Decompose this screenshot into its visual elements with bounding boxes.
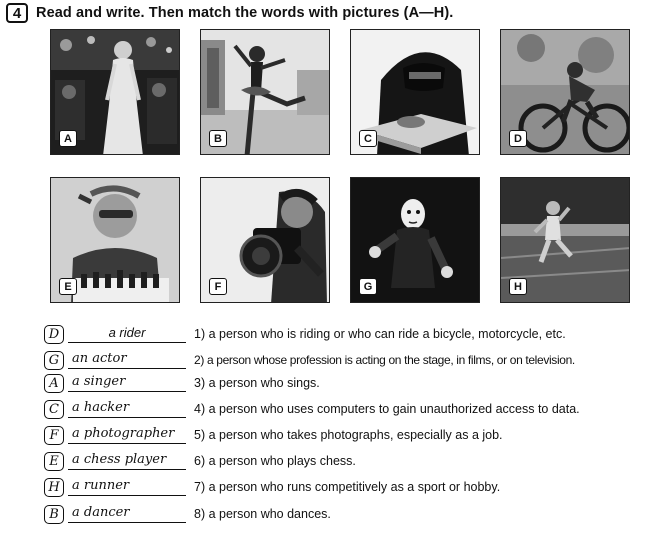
word-answer-line[interactable]: a rider xyxy=(68,325,186,343)
exercise-header xyxy=(6,3,453,23)
definition: 8) a person who dances. xyxy=(194,507,331,521)
answer-box[interactable]: D xyxy=(44,325,64,344)
picture-f xyxy=(200,177,330,303)
answer-box[interactable]: G xyxy=(44,351,64,370)
picture-letter: E xyxy=(59,278,77,295)
definition: 4) a person who uses computers to gain unauthorized access to data. xyxy=(194,402,580,416)
exercise-number: 4 xyxy=(6,3,28,23)
picture-letter: G xyxy=(359,278,377,295)
word-answer-line[interactable]: an actor xyxy=(68,351,186,369)
definition: 5) a person who takes photographs, especially as a job. xyxy=(194,428,503,442)
picture-letter: D xyxy=(509,130,527,147)
picture-b xyxy=(200,29,330,155)
exercise-item-5 xyxy=(44,423,644,447)
exercise-item-8 xyxy=(44,502,644,526)
exercise-item-3 xyxy=(44,371,644,395)
picture-letter: F xyxy=(209,278,227,295)
picture-letter: B xyxy=(209,130,227,147)
definition: 1) a person who is riding or who can ride a bicycle, motorcycle, etc. xyxy=(194,327,566,341)
word-answer-line[interactable]: a chess player xyxy=(68,452,186,470)
word-answer-line[interactable]: a photographer xyxy=(68,426,186,444)
word-answer-line[interactable]: a dancer xyxy=(68,505,186,523)
answer-box[interactable]: B xyxy=(44,505,64,524)
picture-c xyxy=(350,29,480,155)
word-answer-line[interactable]: a singer xyxy=(68,374,186,392)
exercise-item-1 xyxy=(44,322,644,346)
picture-g xyxy=(350,177,480,303)
exercise-item-7 xyxy=(44,475,644,499)
answer-box[interactable]: H xyxy=(44,478,64,497)
picture-h xyxy=(500,177,630,303)
picture-e xyxy=(50,177,180,303)
picture-a xyxy=(50,29,180,155)
answer-box[interactable]: F xyxy=(44,426,64,445)
word-answer-line[interactable]: a runner xyxy=(68,478,186,496)
answer-box[interactable]: C xyxy=(44,400,64,419)
definition: 3) a person who sings. xyxy=(194,376,320,390)
exercise-item-6 xyxy=(44,449,644,473)
definition: 6) a person who plays chess. xyxy=(194,454,356,468)
picture-d xyxy=(500,29,630,155)
picture-letter: C xyxy=(359,130,377,147)
picture-letter: H xyxy=(509,278,527,295)
picture-letter: A xyxy=(59,130,77,147)
word-answer-line[interactable]: a hacker xyxy=(68,400,186,418)
definition: 7) a person who runs competitively as a sport or hobby. xyxy=(194,480,501,494)
answer-box[interactable]: A xyxy=(44,374,64,393)
exercise-item-2 xyxy=(44,348,644,372)
answer-box[interactable]: E xyxy=(44,452,64,471)
exercise-item-4 xyxy=(44,397,644,421)
definition: 2) a person whose profession is acting on the stage, in films, or on television. xyxy=(194,353,575,367)
exercise-title: Read and write. Then match the words with pictures (A—H). xyxy=(36,5,454,21)
